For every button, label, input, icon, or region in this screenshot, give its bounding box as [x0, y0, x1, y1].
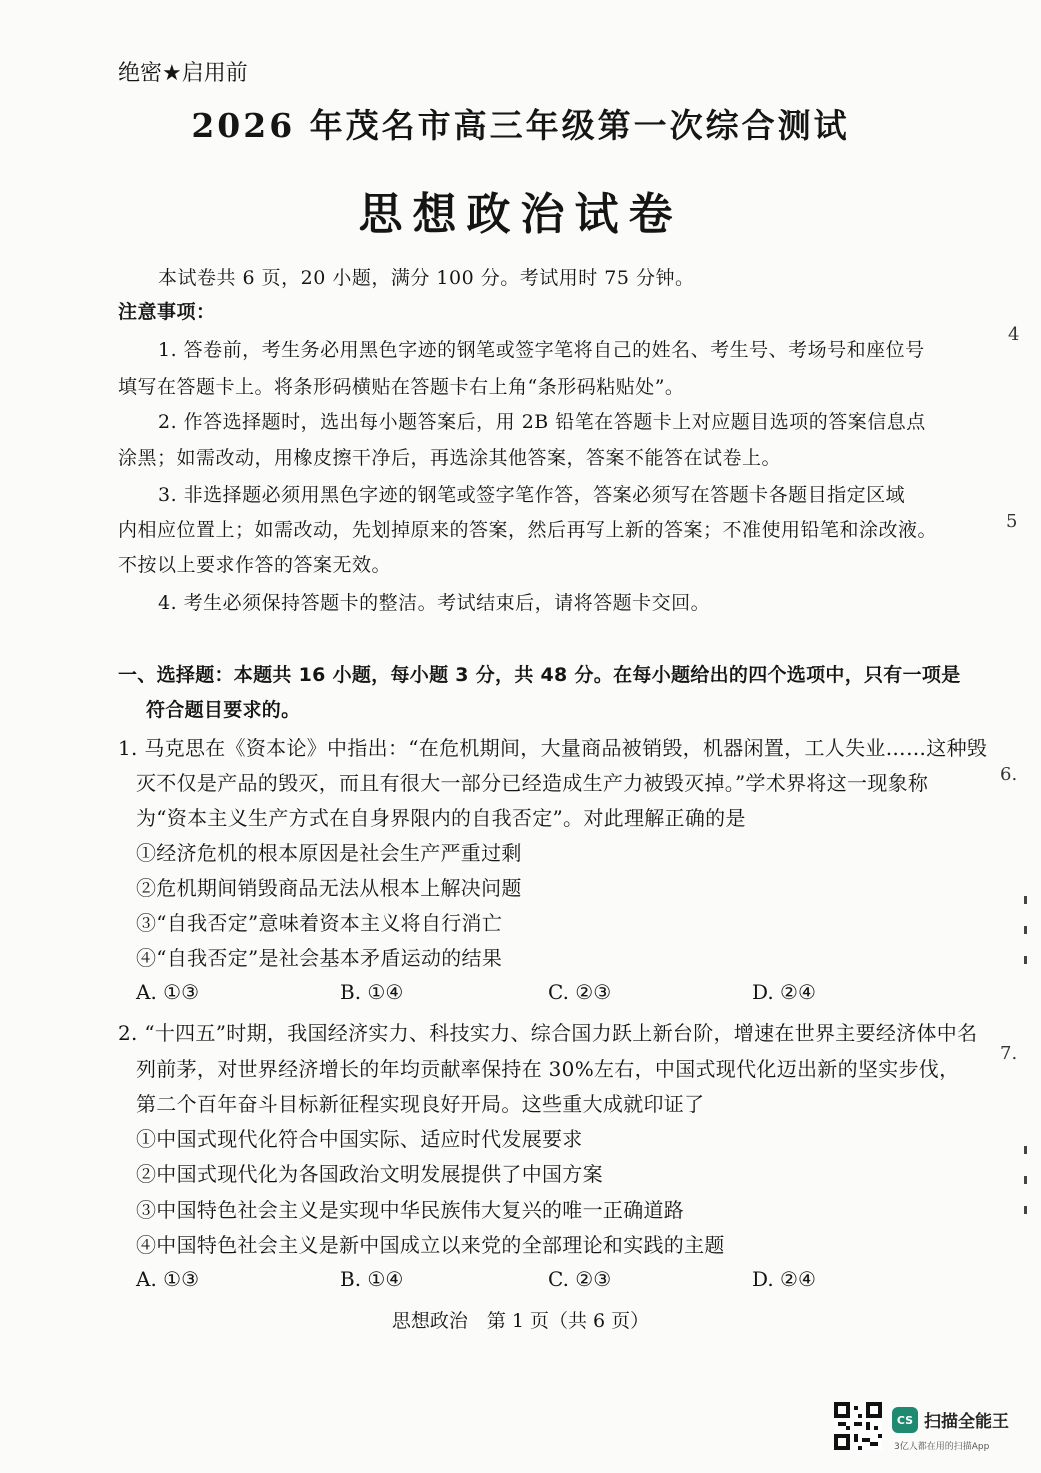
- option-a: A. ①③: [136, 980, 200, 1004]
- question-item: ③中国特色社会主义是实现中华民族伟大复兴的唯一正确道路: [136, 1198, 685, 1222]
- option-c: C. ②③: [548, 980, 612, 1004]
- question-stem: 第二个百年奋斗目标新征程实现良好开局。这些重大成就印证了: [136, 1092, 705, 1116]
- question-stem: 为“资本主义生产方式在自身界限内的自我否定”。对此理解正确的是: [136, 806, 746, 830]
- question-stem: 1. 马克思在《资本论》中指出：“在危机期间，大量商品被销毁，机器闲置，工人失业……这种毁: [118, 736, 988, 760]
- note-line: 3. 非选择题必须用黑色字迹的钢笔或签字笔作答，答案必须写在答题卡各题目指定区域: [158, 484, 906, 506]
- confidential-label: 绝密★启用前: [118, 61, 248, 86]
- question-stem: 2. “十四五”时期，我国经济实力、科技实力、综合国力跃上新台阶，增速在世界主要经济体中名: [118, 1021, 978, 1045]
- note-line: 1. 答卷前，考生务必用黑色字迹的钢笔或签字笔将自己的姓名、考生号、考场号和座位号: [158, 339, 925, 361]
- notes-heading: 注意事项：: [118, 301, 216, 323]
- question-item: ①经济危机的根本原因是社会生产严重过剩: [136, 841, 522, 865]
- question-stem: 灭不仅是产品的毁灭，而且有很大一部分已经造成生产力被毁灭掉。”学术界将这一现象称: [136, 771, 929, 795]
- note-line: 填写在答题卡上。将条形码横贴在答题卡右上角“条形码粘贴处”。: [118, 376, 685, 398]
- margin-number: 6.: [1000, 764, 1018, 785]
- question-item: ②中国式现代化为各国政治文明发展提供了中国方案: [136, 1162, 603, 1186]
- margin-number: 4: [1008, 324, 1020, 345]
- option-d: D. ②④: [752, 1267, 816, 1291]
- scan-speck: [1024, 1206, 1027, 1214]
- option-d: D. ②④: [752, 980, 816, 1004]
- section-heading-cont: 符合题目要求的。: [146, 699, 301, 721]
- question-item: ④“自我否定”是社会基本矛盾运动的结果: [136, 946, 503, 970]
- note-line: 内相应位置上；如需改动，先划掉原来的答案，然后再写上新的答案；不准使用铅笔和涂改液。: [118, 519, 938, 541]
- camscanner-logo-icon: CS: [892, 1407, 918, 1433]
- note-line: 不按以上要求作答的答案无效。: [118, 554, 392, 576]
- option-c: C. ②③: [548, 1267, 612, 1291]
- scan-speck: [1024, 1146, 1027, 1154]
- page-footer: 思想政治 第 1 页（共 6 页）: [391, 1310, 650, 1332]
- question-item: ②危机期间销毁商品无法从根本上解决问题: [136, 876, 522, 900]
- scan-speck: [1024, 926, 1027, 934]
- note-line: 4. 考生必须保持答题卡的整洁。考试结束后，请将答题卡交回。: [158, 592, 711, 614]
- section-heading: 一、选择题：本题共 16 小题，每小题 3 分，共 48 分。在每小题给出的四个选项中，只有一项是: [118, 664, 961, 686]
- note-line: 2. 作答选择题时，选出每小题答案后，用 2B 铅笔在答题卡上对应题目选项的答案信息点: [158, 411, 926, 433]
- exam-title: 2026 年茂名市高三年级第一次综合测试: [191, 106, 850, 145]
- option-b: B. ①④: [340, 1267, 404, 1291]
- qr-code-icon: [834, 1402, 882, 1450]
- question-stem: 列前茅，对世界经济增长的年均贡献率保持在 30%左右，中国式现代化迈出新的坚实步伐，: [136, 1057, 960, 1081]
- subject-title: 思想政治试卷: [358, 189, 683, 240]
- scanner-tagline: 3亿人都在用的扫描App: [894, 1442, 990, 1452]
- exam-intro: 本试卷共 6 页，20 小题，满分 100 分。考试用时 75 分钟。: [158, 267, 695, 289]
- question-item: ③“自我否定”意味着资本主义将自行消亡: [136, 911, 503, 935]
- option-b: B. ①④: [340, 980, 404, 1004]
- scan-speck: [1024, 896, 1027, 904]
- scan-speck: [1024, 956, 1027, 964]
- scanner-brand-name: 扫描全能王: [924, 1412, 1009, 1432]
- note-line: 涂黑；如需改动，用橡皮擦干净后，再选涂其他答案，答案不能答在试卷上。: [118, 447, 782, 469]
- scan-speck: [1024, 1176, 1027, 1184]
- margin-number: 7.: [1000, 1043, 1018, 1064]
- margin-number: 5: [1006, 511, 1018, 532]
- question-item: ①中国式现代化符合中国实际、适应时代发展要求: [136, 1127, 583, 1151]
- question-item: ④中国特色社会主义是新中国成立以来党的全部理论和实践的主题: [136, 1233, 725, 1257]
- option-a: A. ①③: [136, 1267, 200, 1291]
